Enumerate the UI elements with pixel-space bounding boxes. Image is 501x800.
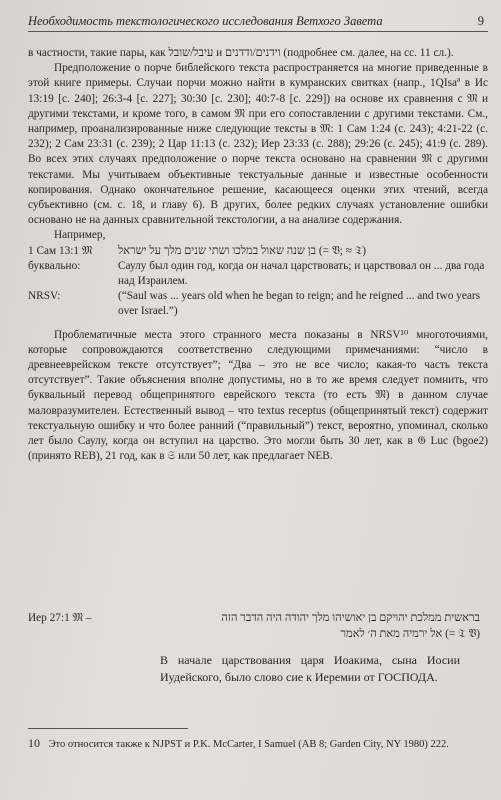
example-source-row [28, 244, 488, 259]
literal-label: буквально: [28, 259, 81, 272]
paragraph-corruption: Предположение о порче библейского текста распространяется на многие приведенные в этой книге примеры. Случаи порчи можно найти в кумранских свитках (напр., 1QIsaª в Ис 13:19 [с. 240]; 26:3-4 [с. 227]; 30:30 [с. 230]; 40:7-8 [с. 229]) на основе их сравнения с 𝔐 и другими текстами, и кроме того, в самом 𝔐 при его сопоставлении с другими текстами. См., например, проанализированные ниже следующие тексты в 𝔐: 1 Сам 1:24 (с. 243); 4:21-22 (с. 232); 2 Сам 23:31 (с. 239); 2 Цар 11:13 (с. 232); Иер 23:33 (с. 288); 29:26 (с. 245); 41:9 (с. 289). Во всех этих случаях предположение о порче текста основано на сравнении 𝔐 с другими текстами. Мы учитываем объективные текстуальные данные и известные особенности копирования. Однако окончательное решение, касающееся оценки этих чтений, всегда субъективно (см. с. 18, и главу 6). В других, более редких случаях установление ошибки основано не на данных сравнительной текстологии, а на анализе содержания. [28, 62, 488, 227]
footnote-rule [28, 728, 188, 729]
footnote-text: Это относится также к NJPST и P.K. McCarter, I Samuel (AB 8; Garden City, NY 1980) 222. [48, 739, 449, 750]
quote-hebrew-line2: אל ירמיה מאת ה׳ לאמר [340, 628, 443, 640]
paragraph-continuation: в частности, такие пары, как עיבל/שובל и וידנים/ודדנים (подробнее см. далее, на сс. 11 сл.). [28, 47, 454, 59]
nrsv-text: (“Saul was ... years old when he began to reign; and he reigned ... and two years over Israel.”) [118, 290, 481, 318]
nrsv-row [28, 289, 488, 319]
quote-hebrew-line1: בראשית ממלכת יהויקם בן יאושיהו מלך יהודה היה הדבר הזה [221, 612, 480, 624]
footnote [28, 736, 488, 752]
nrsv-label: NRSV: [28, 290, 61, 303]
literal-row [28, 259, 488, 289]
literal-text: Саулу был один год, когда он начал царствовать; и царствовал он ... два года над Израилем. [118, 259, 485, 288]
page-number: 9 [477, 14, 484, 28]
quote-witnesses: (= 𝔗 𝔙) [445, 628, 480, 640]
example-ref: 1 Сам 13:1 𝔐 [28, 244, 93, 257]
running-head-title: Необходимость текстологического исследования Ветхого Завета [28, 14, 383, 28]
example-witnesses: (= 𝔙; ≈ 𝔗) [318, 244, 366, 257]
quote-translation: В начале царствования царя Иоакима, сына Иосии Иудейского, было слово сие к Иеремии от ГОСПОДА. [160, 653, 460, 684]
example-intro: Например, [54, 229, 106, 242]
main-text [28, 46, 488, 464]
footnote-number: 10 [28, 736, 40, 750]
quote-ref: Иер 27:1 𝔐 – [28, 612, 92, 624]
paragraph-problems: Проблематичные места этого странного места показаны в NRSV¹⁰ многоточиями, которые сопровождаются соответственно следующими примечаниями: “число в древнееврейском тексте отсутствует”; “Два – это не все число; какая-то часть текста отсутствует”. Такие объяснения вполне допустимы, но в то же время следует помнить, что буквальный перевод общепринятого еврейского текста (то есть 𝔐) в данном случае маловразумителен. Естественный вывод – что textus receptus (общепринятый текст) содержит текстуальную ошибку и что более ранний (“правильный”) текст, вероятно, упоминал, сколько лет было Саулу, когда он вступил на царство. Это могли быть 30 лет, как в 𝔊 Luc (bgoe2) (принято REB), 21 год, как в 𝔖 или 50 лет, как предлагает NEB. [28, 328, 488, 463]
example-hebrew: בן שנה שאול במלכו ושתי שנים מלך על ישראל [118, 244, 317, 257]
running-head [28, 14, 488, 32]
